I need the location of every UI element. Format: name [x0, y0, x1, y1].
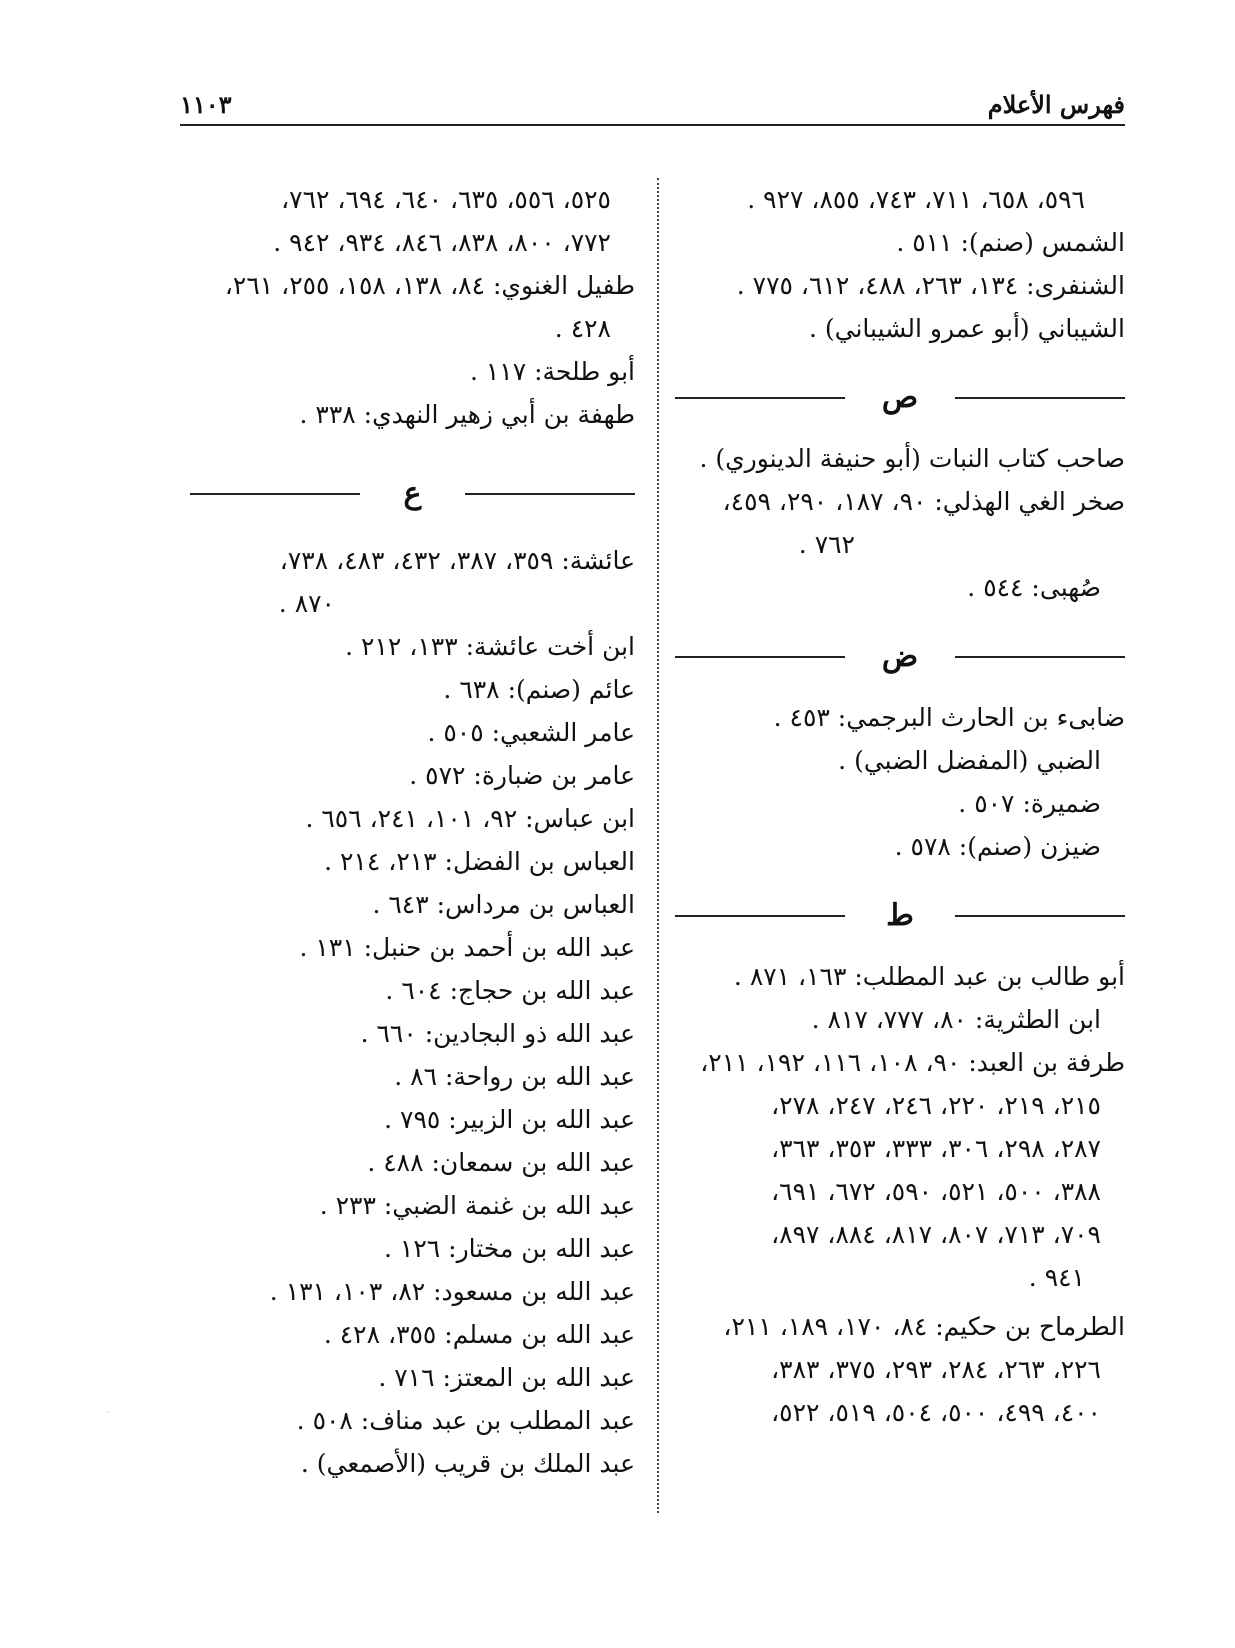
index-entry: عبد الله بن أحمد بن حنبل: ١٣١ .	[299, 933, 635, 962]
index-entry: ضيزن (صنم): ٥٧٨ .	[894, 832, 1101, 861]
index-entry: الشيباني (أبو عمرو الشيباني) .	[808, 314, 1125, 343]
index-entry-continuation: ٢٨٧، ٢٩٨، ٣٠٦، ٣٣٣، ٣٥٣، ٣٦٣،	[771, 1134, 1101, 1163]
heading-rule	[955, 656, 1125, 658]
page-header	[180, 88, 1125, 126]
index-entry: عبد الله بن الزبير: ٧٩٥ .	[384, 1105, 635, 1134]
index-entry: ضميرة: ٥٠٧ .	[958, 789, 1101, 818]
index-entry: عبد الله بن حجاج: ٦٠٤ .	[385, 976, 635, 1005]
section-letter: ض	[881, 639, 919, 674]
index-entry: صُهبى: ٥٤٤ .	[967, 573, 1101, 602]
index-entry: طفيل الغنوي: ٨٤، ١٣٨، ١٥٨، ٢٥٥، ٢٦١،	[224, 271, 635, 300]
scan-speck: ·	[106, 1408, 110, 1419]
index-entry: عبد الله بن غنمة الضبي: ٢٣٣ .	[319, 1191, 635, 1220]
index-entry-continuation: ٤٢٨ .	[554, 314, 611, 343]
heading-rule	[955, 397, 1125, 399]
page-number: ١١٠٣	[180, 90, 232, 119]
index-entry-continuation: ٨٧٠ .	[278, 589, 335, 618]
heading-rule	[955, 915, 1125, 917]
heading-rule	[465, 493, 635, 495]
index-entry: العباس بن مرداس: ٦٤٣ .	[372, 890, 635, 919]
index-entry-continuation: ٧٦٢ .	[798, 530, 855, 559]
index-entry: ابن أخت عائشة: ١٣٣، ٢١٢ .	[345, 632, 635, 661]
index-entry: الطرماح بن حكيم: ٨٤، ١٧٠، ١٨٩، ٢١١،	[723, 1312, 1125, 1341]
index-entry: عبد الله بن مختار: ١٢٦ .	[384, 1234, 635, 1263]
index-entry: عامر بن ضبارة: ٥٧٢ .	[409, 761, 635, 790]
index-entry: عبد المطلب بن عبد مناف: ٥٠٨ .	[296, 1406, 635, 1435]
index-entry: ابن الطثرية: ٨٠، ٧٧٧، ٨١٧ .	[811, 1005, 1101, 1034]
index-entry-continuation: ٤٠٠، ٤٩٩، ٥٠٠، ٥٠٤، ٥١٩، ٥٢٢،	[771, 1398, 1101, 1427]
section-letter: ص	[881, 380, 919, 415]
right-column	[675, 178, 1125, 1434]
index-entry: عبد الله بن مسعود: ٨٢، ١٠٣، ١٣١ .	[269, 1277, 635, 1306]
heading-rule	[675, 397, 845, 399]
index-entry: عبد الملك بن قريب (الأصمعي) .	[300, 1449, 635, 1478]
index-entry: العباس بن الفضل: ٢١٣، ٢١٤ .	[324, 847, 635, 876]
index-entry: طرفة بن العبد: ٩٠، ١٠٨، ١١٦، ١٩٢، ٢١١،	[700, 1048, 1125, 1077]
index-entry: طهفة بن أبي زهير النهدي: ٣٣٨ .	[299, 400, 635, 429]
index-entry: صاحب كتاب النبات (أبو حنيفة الدينوري) .	[699, 444, 1125, 473]
index-entry: عبد الله ذو البجادين: ٦٦٠ .	[360, 1019, 635, 1048]
section-heading-ta	[675, 894, 1125, 937]
index-entry-continuation: ٧٠٩، ٧١٣، ٨٠٧، ٨١٧، ٨٨٤، ٨٩٧،	[771, 1220, 1101, 1249]
index-entry-continuation: ٥٢٥، ٥٥٦، ٦٣٥، ٦٤٠، ٦٩٤، ٧٦٢،	[281, 185, 611, 214]
section-heading-ain	[190, 472, 635, 515]
index-entry: الشمس (صنم): ٥١١ .	[896, 228, 1125, 257]
section-letter: ع	[403, 476, 422, 511]
index-entry: الشنفرى: ١٣٤، ٢٦٣، ٤٨٨، ٦١٢، ٧٧٥ .	[736, 271, 1125, 300]
index-entry-continuation: ٩٤١ .	[1028, 1263, 1085, 1292]
index-entry-continuation: ٢٢٦، ٢٦٣، ٢٨٤، ٢٩٣، ٣٧٥، ٣٨٣،	[771, 1355, 1101, 1384]
index-entry: عامر الشعبي: ٥٠٥ .	[427, 718, 635, 747]
section-letter: ط	[886, 898, 914, 933]
column-divider	[657, 178, 659, 1513]
section-heading-dad	[675, 635, 1125, 678]
left-column	[190, 178, 635, 1485]
index-entry: عبد الله بن رواحة: ٨٦ .	[394, 1062, 635, 1091]
index-entry: الضبي (المفضل الضبي) .	[838, 746, 1101, 775]
index-entry: عائم (صنم): ٦٣٨ .	[443, 675, 635, 704]
index-entry: ٥٩٦، ٦٥٨، ٧١١، ٧٤٣، ٨٥٥، ٩٢٧ .	[747, 185, 1085, 214]
page-title: فهرس الأعلام	[987, 90, 1125, 119]
index-entry-continuation: ٣٨٨، ٥٠٠، ٥٢١، ٥٩٠، ٦٧٢، ٦٩١،	[771, 1177, 1101, 1206]
index-entry-continuation: ٧٧٢، ٨٠٠، ٨٣٨، ٨٤٦، ٩٣٤، ٩٤٢ .	[273, 228, 611, 257]
index-entry: عبد الله بن مسلم: ٣٥٥، ٤٢٨ .	[323, 1320, 635, 1349]
index-entry: ابن عباس: ٩٢، ١٠١، ٢٤١، ٦٥٦ .	[305, 804, 635, 833]
heading-rule	[190, 493, 360, 495]
index-entry: صخر الغي الهذلي: ٩٠، ١٨٧، ٢٩٠، ٤٥٩،	[722, 487, 1125, 516]
index-entry: أبو طالب بن عبد المطلب: ١٦٣، ٨٧١ .	[733, 962, 1125, 991]
index-entry: ضابىء بن الحارث البرجمي: ٤٥٣ .	[773, 703, 1125, 732]
section-heading-sad	[675, 376, 1125, 419]
index-entry: أبو طلحة: ١١٧ .	[469, 357, 635, 386]
index-entry-continuation: ٢١٥، ٢١٩، ٢٢٠، ٢٤٦، ٢٤٧، ٢٧٨،	[771, 1091, 1101, 1120]
index-entry: عبد الله بن سمعان: ٤٨٨ .	[367, 1148, 635, 1177]
index-entry: عائشة: ٣٥٩، ٣٨٧، ٤٣٢، ٤٨٣، ٧٣٨،	[279, 546, 635, 575]
index-entry: عبد الله بن المعتز: ٧١٦ .	[378, 1363, 635, 1392]
heading-rule	[675, 656, 845, 658]
heading-rule	[675, 915, 845, 917]
